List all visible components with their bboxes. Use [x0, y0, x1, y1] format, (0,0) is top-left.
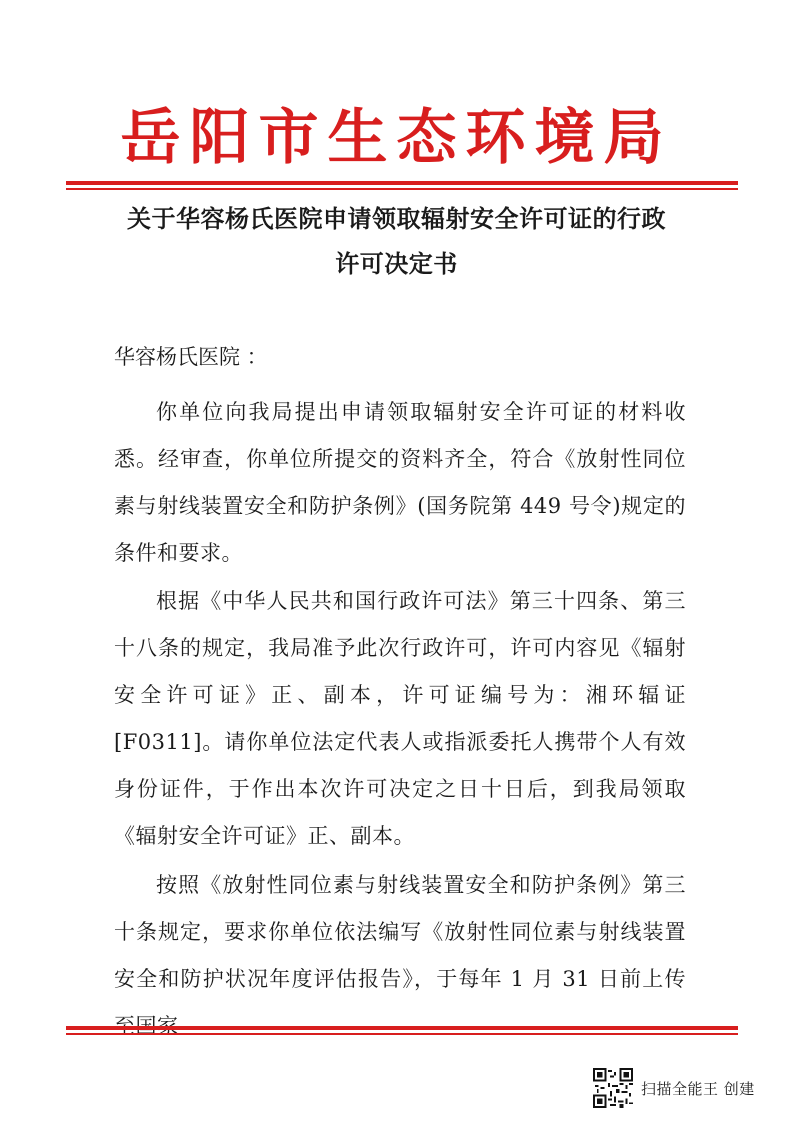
- letterhead-rule-thick: [66, 181, 738, 185]
- document-title-line-1: 关于华容杨氏医院申请领取辐射安全许可证的行政: [127, 205, 666, 233]
- letterhead-agency-name: 岳阳市生态环境局: [120, 103, 673, 173]
- body-paragraph-3: 按照《放射性同位素与射线装置安全和防护条例》第三十条规定，要求你单位依法编写《放射性同位素与射线装置安全和防护状况年度评估报告》，于每年 1 月 31 日前上传: [114, 873, 686, 991]
- scanner-watermark: [593, 1068, 755, 1108]
- watermark-text: 扫描全能王 创建: [641, 1079, 755, 1098]
- qr-code-icon: [593, 1068, 633, 1108]
- body-paragraph-1: 你单位向我局提出申请领取辐射安全许可证的材料收悉。经审查，你单位所提交的资料齐全，符合《放射性同位素与射线装置安全和防护条例》(国务院第 449 号令)规定的条件和要求。: [114, 400, 686, 565]
- footer-rule-thin: [66, 1033, 738, 1035]
- salutation: 华容杨氏医院 ：: [114, 345, 268, 369]
- footer-rule-thick: [66, 1026, 738, 1030]
- letterhead-rule-thin: [66, 188, 738, 190]
- document-title-line-2: 许可决定书: [335, 250, 458, 278]
- body-paragraph-2: 根据《中华人民共和国行政许可法》第三十四条、第三十八条的规定，我局准予此次行政许可，许可内容见《辐射安全许可证》正、副本，许可证编号为：湘环辐证[F0311]。请你单位法定代表人或指派委托人携带个人有效身份证件，于作出本次许可决定之日十日后，到我局领取《辐射安全许可证》正、副本。: [114, 589, 686, 848]
